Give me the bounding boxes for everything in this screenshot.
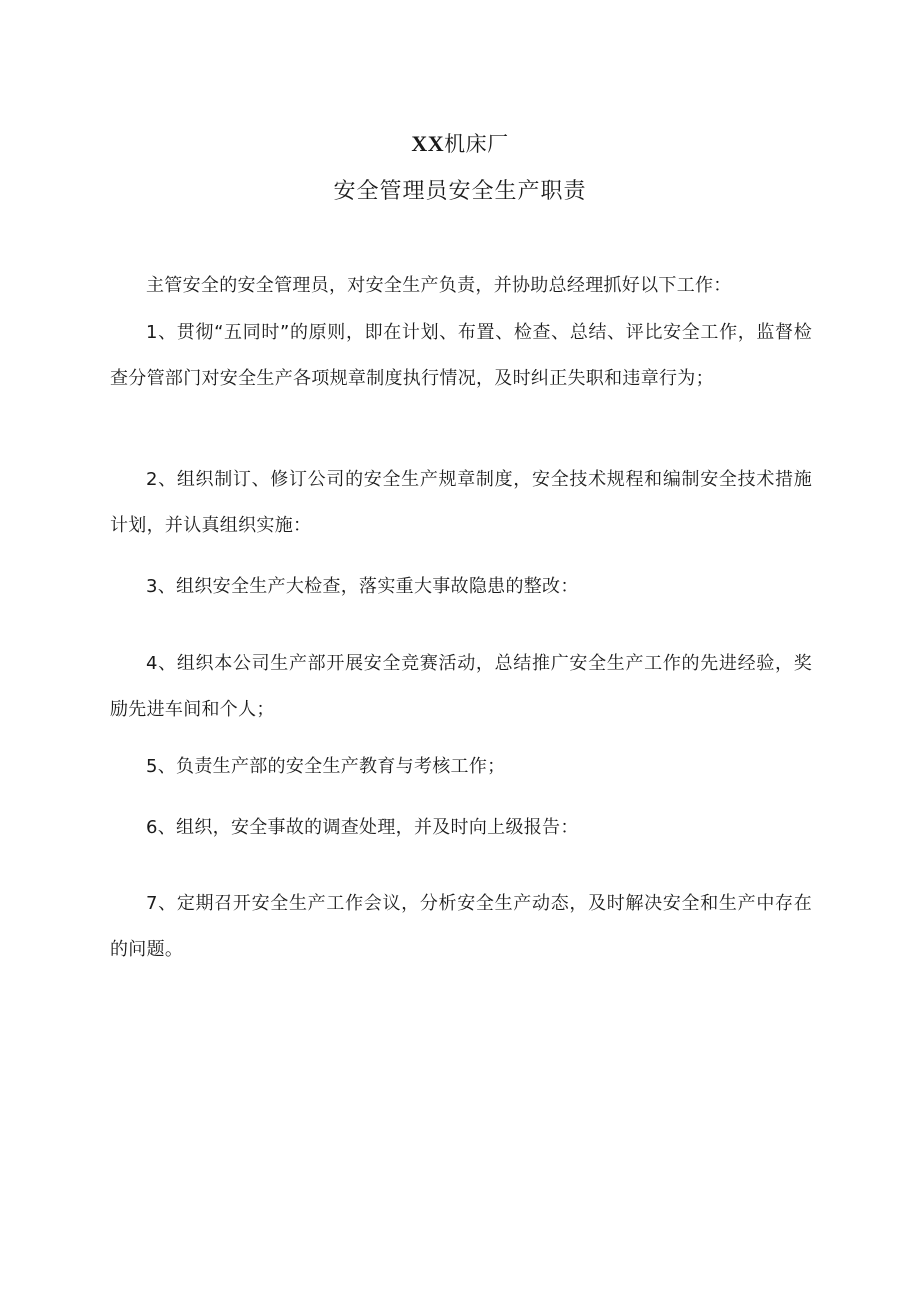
duty-item-3: 3、组织安全生产大检查，落实重大事故隐患的整改： [146, 576, 579, 597]
duty-item-1: 1、贯彻“五同时”的原则，即在计划、布置、检查、总结、评比安全工作，监督检查分管部门对安全生产各项规章制度执行情况，及时纠正失职和违章行为； [110, 322, 812, 389]
duty-item-2: 2、组织制订、修订公司的安全生产规章制度，安全技术规程和编制安全技术措施计划，并认真组织实施： [110, 469, 812, 536]
organization-name-rest: 机床厂 [444, 132, 509, 156]
document-title: 安全管理员安全生产职责 [333, 179, 587, 204]
duty-item-4: 4、组织本公司生产部开展安全竞赛活动，总结推广安全生产工作的先进经验，奖励先进车间和个人； [110, 653, 812, 720]
duty-item-7: 7、定期召开安全生产工作会议，分析安全生产动态，及时解决安全和生产中存在的问题。 [110, 893, 812, 960]
duty-item-6: 6、组织，安全事故的调查处理，并及时向上级报告： [146, 817, 579, 838]
organization-title [0, 127, 920, 161]
intro-paragraph: 主管安全的安全管理员，对安全生产负责，并协助总经理抓好以下工作： [146, 275, 732, 296]
duty-item-5: 5、负责生产部的安全生产教育与考核工作； [146, 756, 506, 777]
organization-name-latin: XX [411, 131, 445, 156]
